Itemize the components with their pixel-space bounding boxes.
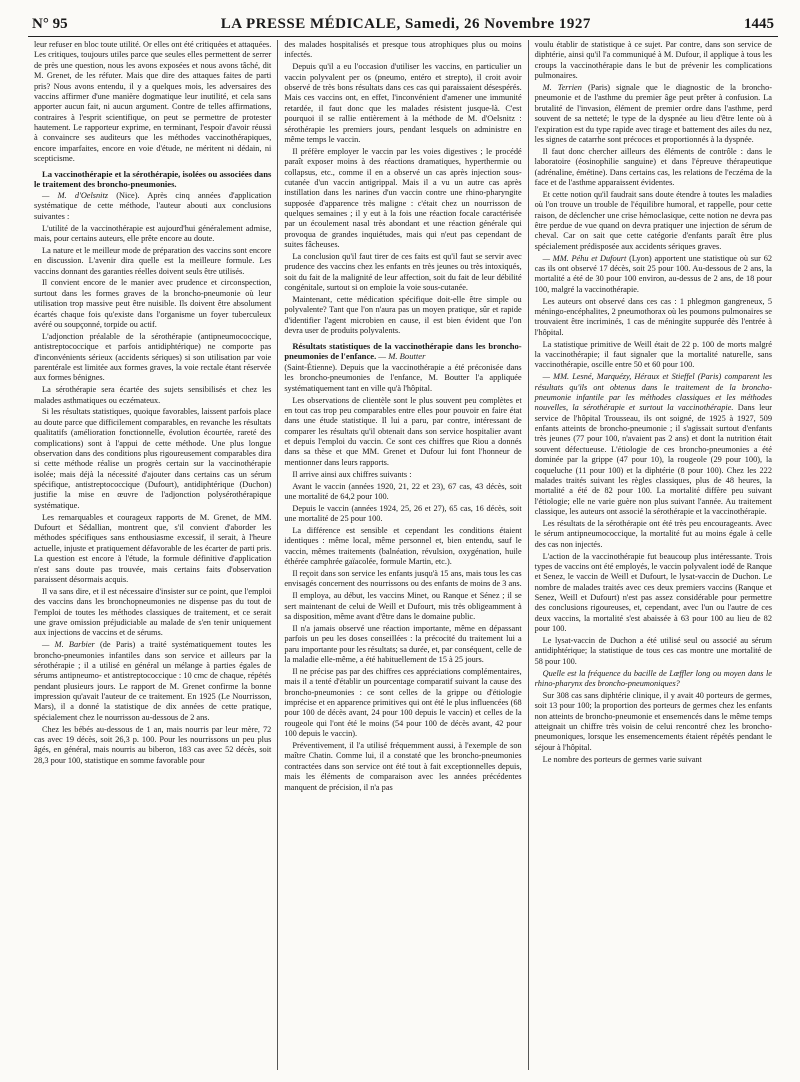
paragraph: Les remarquables et courageux rapports de M. Grenet, de MM. Dufourt et Sédallian, montrent que, s'il convient d'aborder les méthodes spécifiques sans enthousiasme excessif, il serait, à l'heure actuelle, injuste et pratiquement défavorable de les écarter de parti pris. La question est encore à l'étude, la formule définitive d'application n'est sans doute pas trouvée, mais certains faits d'observation paraissent désormais acquis. xyxy=(34,512,272,584)
paragraph: Sur 308 cas sans diphtérie clinique, il y avait 40 porteurs de germes, soit 13 pour 100; la proportion des porteurs de germes chez les enfants non atteints de broncho-pneumonie et ensemencés dans le même temps atteignait un chiffre très voisin de celui rencontré chez les broncho-pneumoniques, lorsque les ensemencements étaient répétés pendant le séjour à l'hôpital. xyxy=(534,690,772,752)
paragraph: L'utilité de la vaccinothérapie est aujourd'hui généralement admise, mais, pour certains auteurs, elle prête encore au doute. xyxy=(34,223,272,243)
paragraph: Il faut donc chercher ailleurs des éléments de contrôle : dans le laboratoire (éosinophilie sanguine) et dans l'épreuve thérapeutique (adrénaline, émétine). Dans certains cas, les relations de l'eczéma de la face et de l'asthme apparaissent évidentes. xyxy=(534,146,772,187)
paragraph xyxy=(535,83,772,145)
paragraph: Les auteurs ont observé dans ces cas : 1 phlegmon gangreneux, 5 méningo-encéphalites, 2 pneumothorax où les poumons pulmonaires se trouvaient être incriminés, 1 cas de méningite suppurée dès l'entrée à l'hôpital. xyxy=(534,296,772,337)
paragraph: Il arrive ainsi aux chiffres suivants : xyxy=(292,469,412,479)
paragraph xyxy=(34,191,271,222)
heading-text: Résultats statistiques de la vaccinothérapie dans les broncho-pneumonies de l'enfance. xyxy=(284,340,522,362)
section-heading: La vaccinothérapie et la sérothérapie, isolées ou associées dans le traitement des broncho-pneumonies. xyxy=(34,168,272,190)
section-heading xyxy=(284,341,521,362)
paragraph: La sérothérapie sera écartée des sujets sensibilisés et chez les malades asthmatiques ou eczémateux. xyxy=(34,385,272,405)
paragraph: L'adjonction préalable de la sérothérapie (antipneumococcique, antistreptococcique et parfois antidiphtérique) ne comporte pas d'inconvénients sérieux (accidents sériques) si son utilisation par voie parentérale est limitée aux formes graves, la voie rectale étant réservée aux formes bénignes. xyxy=(34,331,272,383)
paragraph: La nature et le meilleur mode de préparation des vaccins sont encore en discussion. L'avenir dira quelle est la meilleure formule. Les vaccins donnant des garanties réelles doivent seuls être utilisés. xyxy=(34,245,272,276)
author-name: M. Terrien xyxy=(542,83,582,92)
paragraph xyxy=(535,254,772,296)
paragraph: Il préfère employer le vaccin par les voies digestives ; le procédé paraît exposer moins à des réactions dramatiques, hyperthermie ou collapsus, etc., comme il en a observé un cas après injection sous-cutanée d'un vaccin antigrippal. Mais il a vu un autre cas après instillation dans les narines d'un vaccin contre une rhino-pharyngite supposée d'apparence très maligne : c'était chez un nourrisson de quelques semaines ; il y eut à la fois une réaction focale caractérisée par un écoulement nasal très abondant et une réaction générale qui provoqua de grandes inquiétudes, mais qui n'eut pas cependant de suites fâcheuses. xyxy=(284,146,522,250)
paragraph: (Saint-Étienne). Depuis que la vaccinothérapie a été préconisée dans les broncho-pneumonies de l'enfance, M. Boutter l'a appliquée systématiquement tant en ville qu'à l'hôpital. xyxy=(284,362,522,393)
page-number: 1445 xyxy=(744,16,774,32)
paragraph: Chez les bébés au-dessous de 1 an, mais nourris par leur mère, 72 cas avec 19 décès, soit 26,3 p. 100. Pour les nourrissons un peu plus âgés, en général, mais nourris au biberon, 183 cas avec 52 décès, soit 28,3 pour 100, statistique en somme favorable pour xyxy=(34,724,272,765)
paragraph: Le lysat-vaccin de Duchon a été utilisé seul ou associé au sérum antidiphtérique; la statistique de tous ces cas montre une mortalité de 58 pour 100. xyxy=(534,636,772,666)
author-name: — MM. Péhu et Dufourt xyxy=(542,253,627,263)
paragraph: Les résultats de la sérothérapie ont été très peu encourageants. Avec le sérum antipneumococcique, la mortalité fut au moins égale à celle des cas non injectés. xyxy=(534,518,772,549)
paragraph-text: Dans leur service de l'hôpital Trousseau, ils ont soigné, de 1925 à 1927, 509 enfants atteints de broncho-pneumonie ; il s'agissait surtout d'enfants très jeunes (77 pour 100, n'avaient pas 2 ans) et dont la nutrition était souvent défectueuse. L'étiologie de ces broncho-pneumonies a été dominée par la grippe (47 pour 10), la rougeole (29 pour 100), la coqueluche (11 pour 100) et la diphtérie (8 pour 100). Chez les 222 malades traités suivant les règles classiques, plus de 48 heures, la mortalité a été de 82 pour 100. La mortalité diffère peu suivant l'étiologie; elle ne varie guère non plus suivant l'année. Au traitement classique, les auteurs ont associé la sérothérapie et la vaccinothérapie. xyxy=(534,403,772,516)
paragraph: L'action de la vaccinothérapie fut beaucoup plus intéressante. Trois types de vaccins ont été employés, le vaccin polyvalent iodé de Ranque et Senez, le vaccin de Weill et Dufourt, le lysat-vaccin de Duchon. Le nombre de malades traités avec ces deux premiers vaccins (Ranque et Senez, Weill et Dufourt) n'est pas assez considérable pour permettre des conclusions rigoureuses, et, cependant, avec l'un ou l'autre de ces deux vaccins, la mortalité s'est abaissée à 63 pour 100 au lieu de 82 pour 100. xyxy=(534,551,772,634)
paragraph: Il n'a jamais observé une réaction importante, même en dépassant parfois un peu les doses conseillées : la précocité du traitement lui a paru importante pour les résultats; sa durée, et, par conséquent, celle de la maladie elle-même, a été habituellement de 15 à 25 jours. xyxy=(284,623,522,665)
author-name: — M. Barbier xyxy=(42,640,95,650)
paragraph-text: (Nice). Après cinq années d'application systématique de cette méthode, l'auteur abouti aux conclusions suivantes : xyxy=(34,190,272,221)
paragraph: Préventivement, il l'a utilisé fréquemment aussi, à l'exemple de son maître Chatin. Comme lui, il a constaté que les broncho-pneumonies contractées dans son service ont été tout à fait exceptionnelles depuis, mais les éléments de comparaison avec les années précédentes manquent de précision, il n'a pas xyxy=(284,741,522,792)
page-title: LA PRESSE MÉDICALE, Samedi, 26 Novembre 1927 xyxy=(220,16,591,32)
header-rule xyxy=(28,36,778,37)
paragraph: leur refuser en bloc toute utilité. Or elles ont été critiquées et attaquées. Les critiques, toujours utiles parce que seules elles permettent de serrer de près une question, nous les avons exposées et nous avons tâché, dit M. Grenet, de les réfuter. Mais que dire des attaques faites de parti pris? Nous avons entendu, il y a quelques mois, les adversaires des vaccins affirmer d'une manière dogmatique leur inutilité, et cela sans apporter aucun fait, ni aucun argument. Contre de telles affirmations, contraires à l'esprit scientifique, on peut se permettre de protester hautement. Le rapporteur exprime, en terminant, l'espoir d'avoir réussi à convaincre ses auditeurs que les méthodes vaccinothérapiques, encore imparfaites, encore en voie d'étude, ne méritent ni dédain, ni scepticisme. xyxy=(34,40,272,164)
paragraph: Les observations de clientèle sont le plus souvent peu complètes et en tout cas trop peu comparables entre elles pour pouvoir en faire état dans une étude statistique. Il lui a paru, par contre, intéressant de comparer les résultats qu'il obtenait dans son service hospitalier avant et depuis l'emploi du vaccin. Ce sont ces chiffres que Riou a donnés dans sa thèse et que MM. Grenet et Dufour lui font l'honneur de mentionner dans leurs rapports. xyxy=(284,395,522,467)
paragraph: La statistique primitive de Weill était de 22 p. 100 de morts malgré la vaccinothérapie; il faut signaler que la mortalité naturelle, sans vaccinothérapie, oscille entre 50 et 60 pour 100. xyxy=(534,339,772,370)
author-name: — M. Boutter xyxy=(378,351,426,362)
paragraph xyxy=(34,640,271,723)
paragraph-text: (Paris) signale que le diagnostic de la broncho-pneumonie et de l'asthme du premier âge peut prêter à confusion. La brutalité de l'invasion, élément de premier ordre dans l'asthme, perd souvent de sa netteté; le type de la dyspnée au lieu d'être lente où à l'expiration est du type rapide avec tirage et battement des ailes du nez, les signes de catarrhe sont précoces et proportionnés à la dyspnée. xyxy=(534,83,772,144)
paragraph: Il employa, au début, les vaccins Minet, ou Ranque et Sénez ; il se sert maintenant de celui de Weill et Dufourt, mis très obligeamment à sa disposition, même avant d'être dans le domaine public. xyxy=(284,591,522,622)
author-name: — M. d'Oelsnitz xyxy=(42,190,109,200)
paragraph: Il ne précise pas par des chiffres ces appréciations complémentaires, mais il a tenté d'établir un pourcentage comparatif suivant la cause des broncho-pneumonies : ce sont celles de la grippe ou d'étiologie imprécise et en apparence primitives qui ont été le plus influencées (68 pour 100 de décès avant, 24 pour 100 depuis le vaccin) et celles de la rougeole qui l'ont été le moins (54 pour 100 de décès avant, 42 pour 100 depuis le vaccin). xyxy=(284,666,522,739)
paragraph: des malades hospitalisés et presque tous atrophiques plus ou moins infectés. xyxy=(284,40,522,60)
column-2 xyxy=(277,40,527,1070)
paragraph: Depuis qu'il a eu l'occasion d'utiliser les vaccins, en particulier un vaccin polyvalent per os (pneumo, entéro et strepto), il croit avoir observé de très bons résultats dans ces cas qui paraissaient désespérés. Mais ces vaccins ont, en effet, l'inconvénient d'amener une immunité retardée, il faut donc que les malades résistent jusque-là. C'est pourquoi il se rallie entièrement à la méthode de M. d'Oelsnitz : sérothérapie les premiers jours, pendant lesquels on administre en même temps le vaccin. xyxy=(284,62,522,144)
paragraph-text: (Lyon) apportent une statistique où sur 62 cas ils ont observé 17 décès, soit 25 pour 100. Au-dessous de 2 ans, la mortalité a été de 30 pour 100 environ, au-dessus de 2 ans, de 18 pour 100, malgré la vaccinothérapie. xyxy=(534,253,772,294)
paragraph: La différence est sensible et cependant les conditions étaient identiques : même local, même personnel et, bien entendu, sauf le vaccin, mêmes traitements (balnéation, révulsion, oxygénation, huile éthérée camphrée gaïacolée, formule Martin, etc.). xyxy=(284,526,522,567)
paragraph: Si les résultats statistiques, quoique favorables, laissent parfois place au doute parce que difficilement comparables, en revanche les résultats qualitatifs (amélioration fonctionnelle, évolution écourtée, rareté des complications) sont à l'appui de cette méthode. Une plus longue observation dans des conditions plus rigoureusement comparables dira si cette méthode réalise un progrès certain sur la vaccinothérapie isolée; mais déjà la nécessité d'ajouter dans certains cas un sérum spécifique, antistreptococcique (Dufourt), antidiphtérique (Duchon) justifie la mise en œuvre de l'adjonction polysérothérapique systématique. xyxy=(34,407,272,510)
statistic-line: Avant le vaccin (années 1920, 21, 22 et 23), 67 cas, 43 décès, soit une mortalité de 64,2 pour 100. xyxy=(284,481,522,501)
column-1 xyxy=(28,40,277,1070)
paragraph xyxy=(535,372,772,517)
paragraph: Il reçoit dans son service les enfants jusqu'à 15 ans, mais tous les cas envisagés concernent des nourrissons ou des enfants de moins de 3 ans. xyxy=(284,569,522,589)
page-header xyxy=(28,16,778,36)
paragraph: Et cette notion qu'il faudrait sans doute étendre à toutes les maladies où l'on trouve un trouble de l'équilibre humoral, et rappelle, pour cette raison, de déclencher une crise hémoclasique, cette notion ne devra pas être perdue de vue quand on devra pratiquer une injection de sérum de cheval. Car on sait que cette catégorie d'enfants paraît être plus spécialement prédisposée aux accidents sériques graves. xyxy=(534,189,772,251)
paragraph: Le nombre des porteurs de germes varie suivant xyxy=(542,754,702,764)
column-3 xyxy=(528,40,778,1070)
paragraph: Il va sans dire, et il est nécessaire d'insister sur ce point, que l'emploi des vaccins dans les bronchopneumonies ne dispense pas du tout de l'emploi de toutes les méthodes classiques de traitement, et ce serait une grave omission préjudiciable au malade de s'en tenir uniquement aux injections de vaccins et de sérums. xyxy=(34,586,272,638)
text-columns xyxy=(28,40,778,1070)
paragraph-text-italic: (Paris) comparent les résultats qu'ils ont obtenus dans le traitement de la broncho-pneumonie infantile par les méthodes classiques et les méthodes nouvelles, la sérothérapie et surtout la vaccinothérapie. xyxy=(534,372,772,413)
paragraph: Maintenant, cette médication spécifique doit-elle être simple ou polyvalente? Tant que l'on n'aura pas un moyen pratique, sûr et rapide d'identifier l'agent microbien en cause, il est bien évident que l'on devra user de produits polyvalents. xyxy=(284,295,522,336)
question-paragraph: Quelle est la fréquence du bacille de Lœffler long ou moyen dans le rhino-pharynx des broncho-pneumoniques? xyxy=(534,668,772,688)
paragraph-text: (de Paris) a traité systématiquement toutes les broncho-pneumonies infantiles dans son service et ailleurs par la sérothérapie ; il a utilisé en général un mélange à parties égales de sérums antipneumo- et antistreptococcique : 10 cmc de chaque, répétés pendant plusieurs jours. Le rapport de M. Grenet confirme la bonne impression qu'avait l'auteur de ce traitement. En 1925 (Le Nourrisson, Mars), il a donné la statistique de dix années de cette pratique, spécialement chez le nourrisson au-dessous de 2 ans. xyxy=(34,640,272,722)
paragraph: La conclusion qu'il faut tirer de ces faits est qu'il faut se servir avec prudence des vaccins chez les enfants en très jeunes ou très intoxiqués, soit du fait de la malignité de leur affection, soit du fait de leur débilité congénitale, surtout si on emploie la voie sous-cutanée. xyxy=(284,252,522,293)
paragraph: Il convient encore de le manier avec prudence et circonspection, surtout dans les formes graves de la broncho-pneumonie où leur utilisation trop massive peut être nuisible. Ils doivent être absolument écartés chaque fois qu'existe dans l'organisme un foyer tuberculeux avéré ou soupçonné, torpide ou actif. xyxy=(34,278,272,329)
paragraph: voulu établir de statistique à ce sujet. Par contre, dans son service de diphtérie, ainsi qu'il l'a communiqué à M. Dufour, il applique à tous les croups la vaccinothérapie dans le but de prévenir les complications pulmonaires. xyxy=(534,40,772,81)
issue-number: N° 95 xyxy=(32,16,68,32)
statistic-line: Depuis le vaccin (années 1924, 25, 26 et 27), 65 cas, 16 décès, soit une mortalité de 25 pour 100. xyxy=(284,503,522,524)
author-name: — MM. Lesné, Marquézy, Héraux et Stieffel xyxy=(542,372,695,382)
